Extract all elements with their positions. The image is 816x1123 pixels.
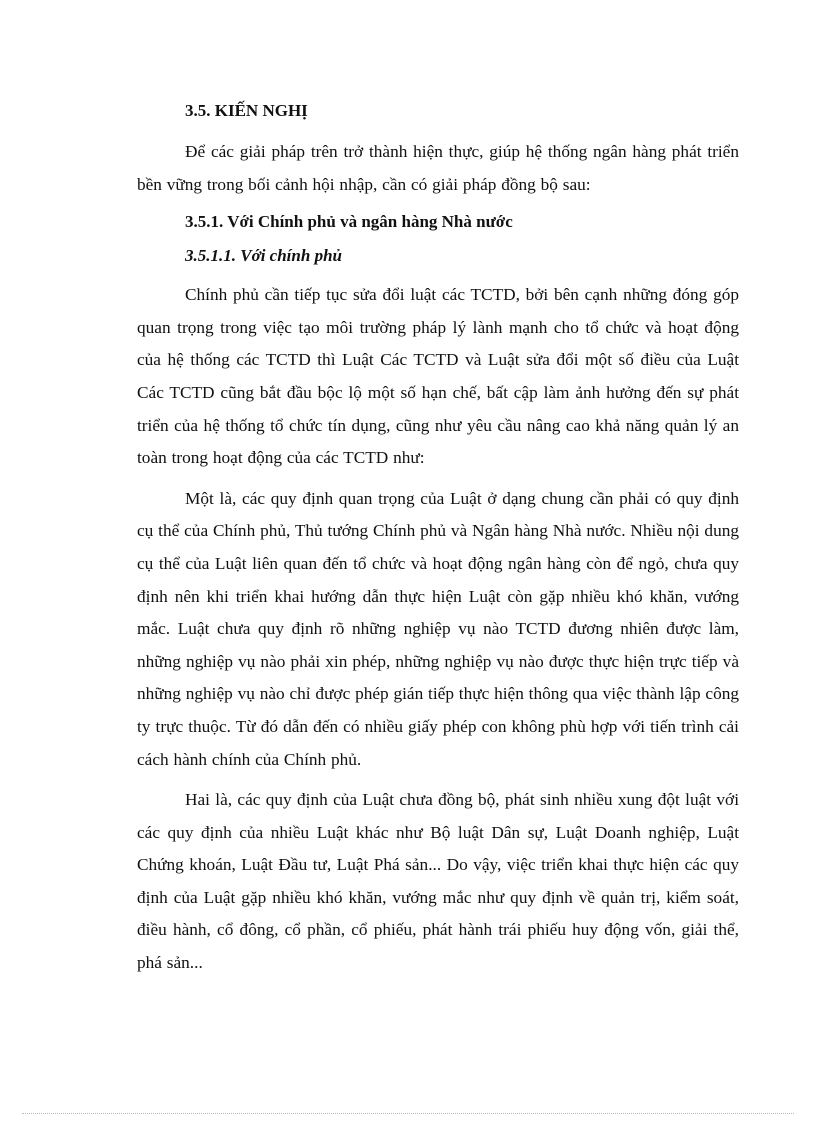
document-body <box>137 100 739 988</box>
page-footer-divider <box>22 1113 794 1114</box>
body-paragraph: Chính phủ cần tiếp tục sửa đổi luật các TCTD, bởi bên cạnh những đóng góp quan trọng trong việc tạo môi trường pháp lý lành mạnh cho tổ chức và hoạt động của hệ thống các TCTD thì Luật Các TCTD và Luật sửa đổi một số điều của Luật Các TCTD cũng bắt đầu bộc lộ một số hạn chế, bất cập làm ảnh hưởng đến sự phát triển của hệ thống tổ chức tín dụng, cũng như yêu cầu nâng cao khả năng quản lý an toàn trong hoạt động của các TCTD như: <box>137 285 739 468</box>
subsubsection-heading: 3.5.1.1. Với chính phủ <box>185 246 342 266</box>
body-paragraph: Hai là, các quy định của Luật chưa đồng bộ, phát sinh nhiều xung đột luật với các quy định của nhiều Luật khác như Bộ luật Dân sự, Luật Doanh nghiệp, Luật Chứng khoán, Luật Đầu tư, Luật Phá sản... Do vậy, việc triển khai thực hiện các quy định của Luật gặp nhiều khó khăn, vướng mắc như quy định về quản trị, kiểm soát, điều hành, cổ đông, cổ phần, cổ phiếu, phát hành trái phiếu huy động vốn, giải thể, phá sản... <box>137 790 739 973</box>
subsection-heading: 3.5.1. Với Chính phủ và ngân hàng Nhà nước <box>185 212 513 232</box>
section-heading: 3.5. KIẾN NGHỊ <box>185 101 308 120</box>
intro-paragraph: Để các giải pháp trên trở thành hiện thực, giúp hệ thống ngân hàng phát triển bền vững trong bối cảnh hội nhập, cần có giải pháp đồng bộ sau: <box>137 142 739 194</box>
body-paragraph: Một là, các quy định quan trọng của Luật ở dạng chung cần phải có quy định cụ thể của Chính phủ, Thủ tướng Chính phủ và Ngân hàng Nhà nước. Nhiều nội dung cụ thể của Luật liên quan đến tổ chức và hoạt động ngân hàng còn để ngỏ, chưa quy định nên khi triển khai hướng dẫn thực hiện Luật còn gặp nhiều khó khăn, vướng mắc. Luật chưa quy định rõ những nghiệp vụ nào TCTD đương nhiên được làm, những nghiệp vụ nào phải xin phép, những nghiệp vụ nào được thực hiện trực tiếp và những nghiệp vụ nào chỉ được phép gián tiếp thực hiện thông qua việc thành lập công ty trực thuộc. Từ đó dẫn đến có nhiều giấy phép con không phù hợp với tiến trình cải cách hành chính của Chính phủ. <box>137 488 739 769</box>
